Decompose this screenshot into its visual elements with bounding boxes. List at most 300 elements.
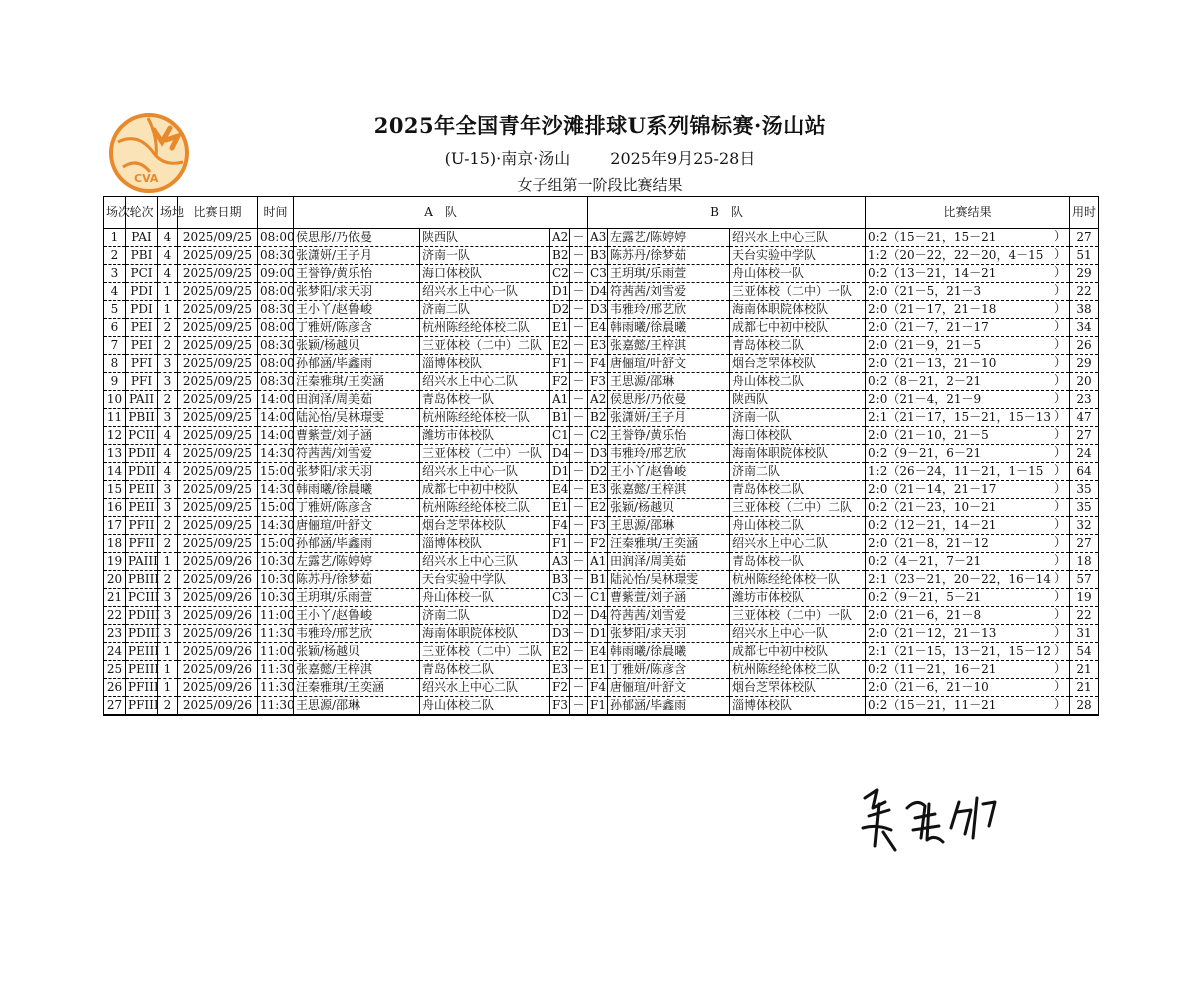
team-b-seed: F2: [588, 535, 608, 553]
table-row: [104, 481, 1099, 499]
team-a-name: 绍兴水上中心一队: [420, 283, 550, 301]
team-a-players: 孙郁涵/毕鑫雨: [294, 535, 420, 553]
versus-dash: －: [570, 355, 588, 373]
match-no: 25: [104, 661, 126, 679]
team-b-players: 符茜茜/刘雪爱: [608, 607, 730, 625]
match-date: 2025/09/26: [178, 679, 258, 697]
team-b-players: 张潇妍/王子月: [608, 409, 730, 427]
team-a-seed: F4: [550, 517, 570, 535]
team-a-seed: A2: [550, 229, 570, 247]
team-a-seed: F1: [550, 355, 570, 373]
team-b-players: 张梦阳/求天羽: [608, 625, 730, 643]
match-no: 4: [104, 283, 126, 301]
table-row: [104, 301, 1099, 319]
match-date: 2025/09/25: [178, 247, 258, 265]
match-result: 2:0（21－17，21－18 ）: [866, 301, 1070, 319]
match-result: 1:2（26－24，11－21，1－15 ）: [866, 463, 1070, 481]
match-result: 0:2（8－21，2－21 ）: [866, 373, 1070, 391]
team-a-players: 左露艺/陈婷婷: [294, 553, 420, 571]
versus-dash: －: [570, 481, 588, 499]
team-b-players: 王小丫/赵鲁峻: [608, 463, 730, 481]
team-b-name: 济南二队: [730, 463, 866, 481]
match-result: 2:1（21－17，15－21，15－13 ）: [866, 409, 1070, 427]
table-row: [104, 283, 1099, 301]
versus-dash: －: [570, 589, 588, 607]
team-a-name: 淄博体校队: [420, 355, 550, 373]
match-no: 17: [104, 517, 126, 535]
match-no: 9: [104, 373, 126, 391]
result-close-paren: ）: [1054, 247, 1067, 261]
team-b-seed: E3: [588, 337, 608, 355]
match-date: 2025/09/26: [178, 571, 258, 589]
team-b-name: 淄博体校队: [730, 697, 866, 715]
header-date: 比赛日期: [178, 197, 258, 229]
court: 3: [158, 589, 178, 607]
result-close-paren: ）: [1054, 589, 1067, 603]
match-duration: 21: [1070, 661, 1099, 679]
match-result: 0:2（4－21，7－21 ）: [866, 553, 1070, 571]
result-close-paren: ）: [1054, 301, 1067, 315]
round: PFIII: [126, 697, 158, 715]
versus-dash: －: [570, 607, 588, 625]
table-row: [104, 247, 1099, 265]
match-result: 2:1（21－15，13－21，15－12 ）: [866, 643, 1070, 661]
match-duration: 38: [1070, 301, 1099, 319]
round: PFI: [126, 355, 158, 373]
versus-dash: －: [570, 409, 588, 427]
team-a-name: 三亚体校（二中）一队: [420, 445, 550, 463]
match-result: 2:0（21－9，21－5 ）: [866, 337, 1070, 355]
round: PDIII: [126, 625, 158, 643]
match-result: 2:0（21－8，21－12 ）: [866, 535, 1070, 553]
round: PAII: [126, 391, 158, 409]
team-b-players: 王誉铮/黄乐怡: [608, 427, 730, 445]
versus-dash: －: [570, 247, 588, 265]
court: 3: [158, 607, 178, 625]
table-row: [104, 337, 1099, 355]
team-a-players: 曹紫萱/刘子涵: [294, 427, 420, 445]
match-duration: 18: [1070, 553, 1099, 571]
match-date: 2025/09/25: [178, 319, 258, 337]
match-duration: 64: [1070, 463, 1099, 481]
team-a-seed: C3: [550, 589, 570, 607]
result-close-paren: ）: [1054, 373, 1067, 387]
team-a-seed: F2: [550, 373, 570, 391]
match-time: 14:00: [258, 391, 294, 409]
round: PDII: [126, 445, 158, 463]
table-row: [104, 373, 1099, 391]
team-b-seed: B2: [588, 409, 608, 427]
team-b-name: 舟山体校二队: [730, 373, 866, 391]
match-duration: 24: [1070, 445, 1099, 463]
round: PDII: [126, 463, 158, 481]
team-b-seed: D4: [588, 283, 608, 301]
team-a-seed: E2: [550, 337, 570, 355]
match-no: 8: [104, 355, 126, 373]
match-time: 10:30: [258, 589, 294, 607]
match-time: 11:30: [258, 661, 294, 679]
team-b-players: 陈苏丹/徐梦茹: [608, 247, 730, 265]
page-title: 2025年全国青年沙滩排球U系列锦标赛·汤山站: [373, 113, 827, 138]
versus-dash: －: [570, 679, 588, 697]
team-a-name: 潍坊市体校队: [420, 427, 550, 445]
match-date: 2025/09/25: [178, 355, 258, 373]
court: 4: [158, 265, 178, 283]
team-a-players: 张梦阳/求天羽: [294, 283, 420, 301]
court: 2: [158, 571, 178, 589]
match-duration: 22: [1070, 607, 1099, 625]
match-time: 11:00: [258, 607, 294, 625]
match-no: 11: [104, 409, 126, 427]
match-date: 2025/09/25: [178, 391, 258, 409]
team-b-name: 三亚体校（二中）二队: [730, 499, 866, 517]
team-a-players: 唐俪瑄/叶舒文: [294, 517, 420, 535]
court: 2: [158, 337, 178, 355]
team-a-players: 张梦阳/求天羽: [294, 463, 420, 481]
match-result: 1:2（20－22，22－20，4－15 ）: [866, 247, 1070, 265]
team-a-seed: B2: [550, 247, 570, 265]
match-no: 19: [104, 553, 126, 571]
match-duration: 19: [1070, 589, 1099, 607]
match-duration: 47: [1070, 409, 1099, 427]
match-time: 08:30: [258, 373, 294, 391]
team-a-name: 青岛体校一队: [420, 391, 550, 409]
match-result: 0:2（9－21，5－21 ）: [866, 589, 1070, 607]
team-a-name: 三亚体校（二中）二队: [420, 643, 550, 661]
match-date: 2025/09/25: [178, 445, 258, 463]
match-result: 0:2（11－21，16－21 ）: [866, 661, 1070, 679]
match-no: 20: [104, 571, 126, 589]
header-team-b: B 队: [588, 197, 866, 229]
team-a-seed: D1: [550, 283, 570, 301]
event-info: (U-15)·南京·汤山: [444, 149, 571, 168]
team-a-name: 舟山体校二队: [420, 697, 550, 715]
table-row: [104, 445, 1099, 463]
match-no: 16: [104, 499, 126, 517]
header-round: 轮次: [126, 197, 158, 229]
versus-dash: －: [570, 229, 588, 247]
match-result: 2:0（21－14，21－17 ）: [866, 481, 1070, 499]
team-a-players: 张颖/杨越贝: [294, 643, 420, 661]
team-b-seed: E4: [588, 319, 608, 337]
team-b-seed: C3: [588, 265, 608, 283]
team-a-players: 王玥琪/乐雨萱: [294, 589, 420, 607]
court: 2: [158, 319, 178, 337]
court: 3: [158, 373, 178, 391]
round: PEII: [126, 481, 158, 499]
match-time: 08:00: [258, 355, 294, 373]
team-b-players: 汪秦雅琪/王奕涵: [608, 535, 730, 553]
team-b-name: 舟山体校一队: [730, 265, 866, 283]
round: PEII: [126, 499, 158, 517]
match-duration: 21: [1070, 679, 1099, 697]
match-duration: 27: [1070, 229, 1099, 247]
match-date: 2025/09/25: [178, 337, 258, 355]
versus-dash: －: [570, 301, 588, 319]
page-subtitle: [0, 146, 1200, 169]
match-no: 6: [104, 319, 126, 337]
team-b-seed: E3: [588, 481, 608, 499]
team-b-players: 符茜茜/刘雪爱: [608, 283, 730, 301]
court: 2: [158, 517, 178, 535]
team-b-name: 陕西队: [730, 391, 866, 409]
team-a-players: 韩雨曦/徐晨曦: [294, 481, 420, 499]
results-table: [103, 196, 1099, 716]
match-result: 0:2（9－21，6－21 ）: [866, 445, 1070, 463]
team-a-seed: D2: [550, 607, 570, 625]
court: 2: [158, 697, 178, 715]
table-row: [104, 571, 1099, 589]
court: 3: [158, 625, 178, 643]
match-no: 12: [104, 427, 126, 445]
team-a-name: 绍兴水上中心一队: [420, 463, 550, 481]
match-date: 2025/09/25: [178, 499, 258, 517]
team-a-players: 韦雅玲/邢艺欣: [294, 625, 420, 643]
table-row: [104, 517, 1099, 535]
match-time: 11:00: [258, 643, 294, 661]
team-a-name: 绍兴水上中心三队: [420, 553, 550, 571]
match-result: 0:2（21－23，10－21 ）: [866, 499, 1070, 517]
team-b-name: 绍兴水上中心三队: [730, 229, 866, 247]
versus-dash: －: [570, 535, 588, 553]
round: PFIII: [126, 679, 158, 697]
round: PEIII: [126, 643, 158, 661]
team-a-players: 王小丫/赵鲁峻: [294, 301, 420, 319]
match-duration: 27: [1070, 535, 1099, 553]
team-a-name: 青岛体校二队: [420, 661, 550, 679]
team-a-players: 丁雅妍/陈彦含: [294, 319, 420, 337]
round: PDIII: [126, 607, 158, 625]
team-b-seed: E1: [588, 661, 608, 679]
match-duration: 29: [1070, 355, 1099, 373]
versus-dash: －: [570, 265, 588, 283]
result-close-paren: ）: [1054, 535, 1067, 549]
court: 3: [158, 481, 178, 499]
table-row: [104, 553, 1099, 571]
round: PCI: [126, 265, 158, 283]
result-close-paren: ）: [1054, 697, 1067, 711]
match-date: 2025/09/25: [178, 535, 258, 553]
match-result: 2:0（21－13，21－10 ）: [866, 355, 1070, 373]
team-b-players: 孙郁涵/毕鑫雨: [608, 697, 730, 715]
team-b-name: 天台实验中学队: [730, 247, 866, 265]
round: PFII: [126, 517, 158, 535]
team-a-name: 烟台芝罘体校队: [420, 517, 550, 535]
round: PCII: [126, 427, 158, 445]
team-b-name: 绍兴水上中心二队: [730, 535, 866, 553]
match-result: 2:1（23－21，20－22，16－14 ）: [866, 571, 1070, 589]
match-time: 08:00: [258, 319, 294, 337]
versus-dash: －: [570, 373, 588, 391]
court: 4: [158, 427, 178, 445]
team-b-seed: A2: [588, 391, 608, 409]
team-b-seed: D1: [588, 625, 608, 643]
court: 1: [158, 283, 178, 301]
versus-dash: －: [570, 427, 588, 445]
versus-dash: －: [570, 463, 588, 481]
match-no: 15: [104, 481, 126, 499]
table-row: [104, 697, 1099, 715]
match-no: 1: [104, 229, 126, 247]
table-header-row: [104, 197, 1099, 229]
match-date: 2025/09/25: [178, 283, 258, 301]
table-row: [104, 229, 1099, 247]
match-duration: 35: [1070, 481, 1099, 499]
team-b-name: 烟台芝罘体校队: [730, 679, 866, 697]
match-result: 0:2（13－21，14－21 ）: [866, 265, 1070, 283]
versus-dash: －: [570, 571, 588, 589]
versus-dash: －: [570, 319, 588, 337]
team-b-players: 侯思彤/乃依曼: [608, 391, 730, 409]
team-b-name: 杭州陈经纶体校二队: [730, 661, 866, 679]
match-result: 2:0（21－6，21－8 ）: [866, 607, 1070, 625]
court: 3: [158, 409, 178, 427]
team-a-seed: B1: [550, 409, 570, 427]
team-b-name: 绍兴水上中心一队: [730, 625, 866, 643]
team-a-players: 汪秦雅琪/王奕涵: [294, 679, 420, 697]
signature: [855, 768, 1005, 858]
header-team-a: A 队: [294, 197, 588, 229]
match-time: 10:30: [258, 571, 294, 589]
team-a-seed: D4: [550, 445, 570, 463]
result-close-paren: ）: [1054, 355, 1067, 369]
team-b-name: 潍坊市体校队: [730, 589, 866, 607]
match-time: 08:30: [258, 247, 294, 265]
match-duration: 57: [1070, 571, 1099, 589]
court: 3: [158, 499, 178, 517]
versus-dash: －: [570, 445, 588, 463]
result-close-paren: ）: [1054, 661, 1067, 675]
match-no: 2: [104, 247, 126, 265]
team-b-players: 左露艺/陈婷婷: [608, 229, 730, 247]
team-a-players: 孙郁涵/毕鑫雨: [294, 355, 420, 373]
table-row: [104, 319, 1099, 337]
team-b-name: 海南体职院体校队: [730, 301, 866, 319]
team-a-name: 济南二队: [420, 301, 550, 319]
round: PCIII: [126, 589, 158, 607]
team-b-players: 韦雅玲/邢艺欣: [608, 301, 730, 319]
result-close-paren: ）: [1054, 553, 1067, 567]
team-a-seed: D2: [550, 301, 570, 319]
results-body: [104, 229, 1099, 715]
match-result: 2:0（21－12，21－13 ）: [866, 625, 1070, 643]
team-b-name: 杭州陈经纶体校一队: [730, 571, 866, 589]
court: 1: [158, 679, 178, 697]
round: PEI: [126, 337, 158, 355]
team-b-players: 唐俪瑄/叶舒文: [608, 679, 730, 697]
result-close-paren: ）: [1054, 463, 1067, 477]
match-no: 10: [104, 391, 126, 409]
match-duration: 54: [1070, 643, 1099, 661]
match-date: 2025/09/26: [178, 697, 258, 715]
match-time: 11:30: [258, 679, 294, 697]
match-result: 2:0（21－7，21－17 ）: [866, 319, 1070, 337]
result-close-paren: ）: [1054, 265, 1067, 279]
match-time: 11:30: [258, 697, 294, 715]
match-date: 2025/09/25: [178, 517, 258, 535]
header-time: 时间: [258, 197, 294, 229]
match-date: 2025/09/25: [178, 481, 258, 499]
match-time: 15:00: [258, 463, 294, 481]
result-close-paren: ）: [1054, 571, 1067, 585]
match-time: 15:00: [258, 499, 294, 517]
team-a-seed: D3: [550, 625, 570, 643]
match-time: 11:30: [258, 625, 294, 643]
match-duration: 51: [1070, 247, 1099, 265]
team-b-name: 舟山体校二队: [730, 517, 866, 535]
result-close-paren: ）: [1054, 499, 1067, 513]
match-time: 08:30: [258, 301, 294, 319]
team-a-name: 济南二队: [420, 607, 550, 625]
result-close-paren: ）: [1054, 625, 1067, 639]
round: PEI: [126, 319, 158, 337]
match-result: 2:0（21－10，21－5 ）: [866, 427, 1070, 445]
team-b-players: 唐俪瑄/叶舒文: [608, 355, 730, 373]
logo-text: CVA: [134, 172, 159, 185]
team-b-players: 陆沁怡/吴林璟雯: [608, 571, 730, 589]
match-no: 22: [104, 607, 126, 625]
court: 4: [158, 445, 178, 463]
match-result: 2:0（21－6，21－10 ）: [866, 679, 1070, 697]
team-b-seed: F4: [588, 679, 608, 697]
team-a-name: 绍兴水上中心二队: [420, 373, 550, 391]
match-time: 14:00: [258, 427, 294, 445]
match-result: 0:2（12－21，14－21 ）: [866, 517, 1070, 535]
match-no: 5: [104, 301, 126, 319]
court: 1: [158, 661, 178, 679]
result-close-paren: ）: [1054, 337, 1067, 351]
round: PEIII: [126, 661, 158, 679]
match-duration: 26: [1070, 337, 1099, 355]
table-row: [104, 391, 1099, 409]
team-a-seed: C2: [550, 265, 570, 283]
match-no: 26: [104, 679, 126, 697]
table-row: [104, 355, 1099, 373]
court: 2: [158, 535, 178, 553]
match-time: 15:00: [258, 535, 294, 553]
header-result: 比赛结果: [866, 197, 1070, 229]
team-b-name: 青岛体校一队: [730, 553, 866, 571]
header-no: 场次: [104, 197, 126, 229]
table-row: [104, 661, 1099, 679]
team-b-name: 烟台芝罘体校队: [730, 355, 866, 373]
team-b-name: 成都七中初中校队: [730, 643, 866, 661]
court: 1: [158, 301, 178, 319]
team-a-seed: E1: [550, 319, 570, 337]
match-no: 18: [104, 535, 126, 553]
team-a-name: 舟山体校一队: [420, 589, 550, 607]
team-b-seed: F1: [588, 697, 608, 715]
match-duration: 32: [1070, 517, 1099, 535]
team-a-players: 王小丫/赵鲁峻: [294, 607, 420, 625]
team-a-seed: A1: [550, 391, 570, 409]
team-b-name: 青岛体校二队: [730, 337, 866, 355]
team-a-name: 三亚体校（二中）二队: [420, 337, 550, 355]
table-row: [104, 409, 1099, 427]
round: PAI: [126, 229, 158, 247]
team-a-players: 张嘉懿/王梓淇: [294, 661, 420, 679]
team-a-players: 陆沁怡/吴林璟雯: [294, 409, 420, 427]
match-time: 14:30: [258, 445, 294, 463]
court: 1: [158, 643, 178, 661]
team-a-seed: E1: [550, 499, 570, 517]
match-date: 2025/09/25: [178, 301, 258, 319]
match-no: 14: [104, 463, 126, 481]
team-b-players: 张颖/杨越贝: [608, 499, 730, 517]
team-b-seed: B3: [588, 247, 608, 265]
match-no: 24: [104, 643, 126, 661]
versus-dash: －: [570, 625, 588, 643]
